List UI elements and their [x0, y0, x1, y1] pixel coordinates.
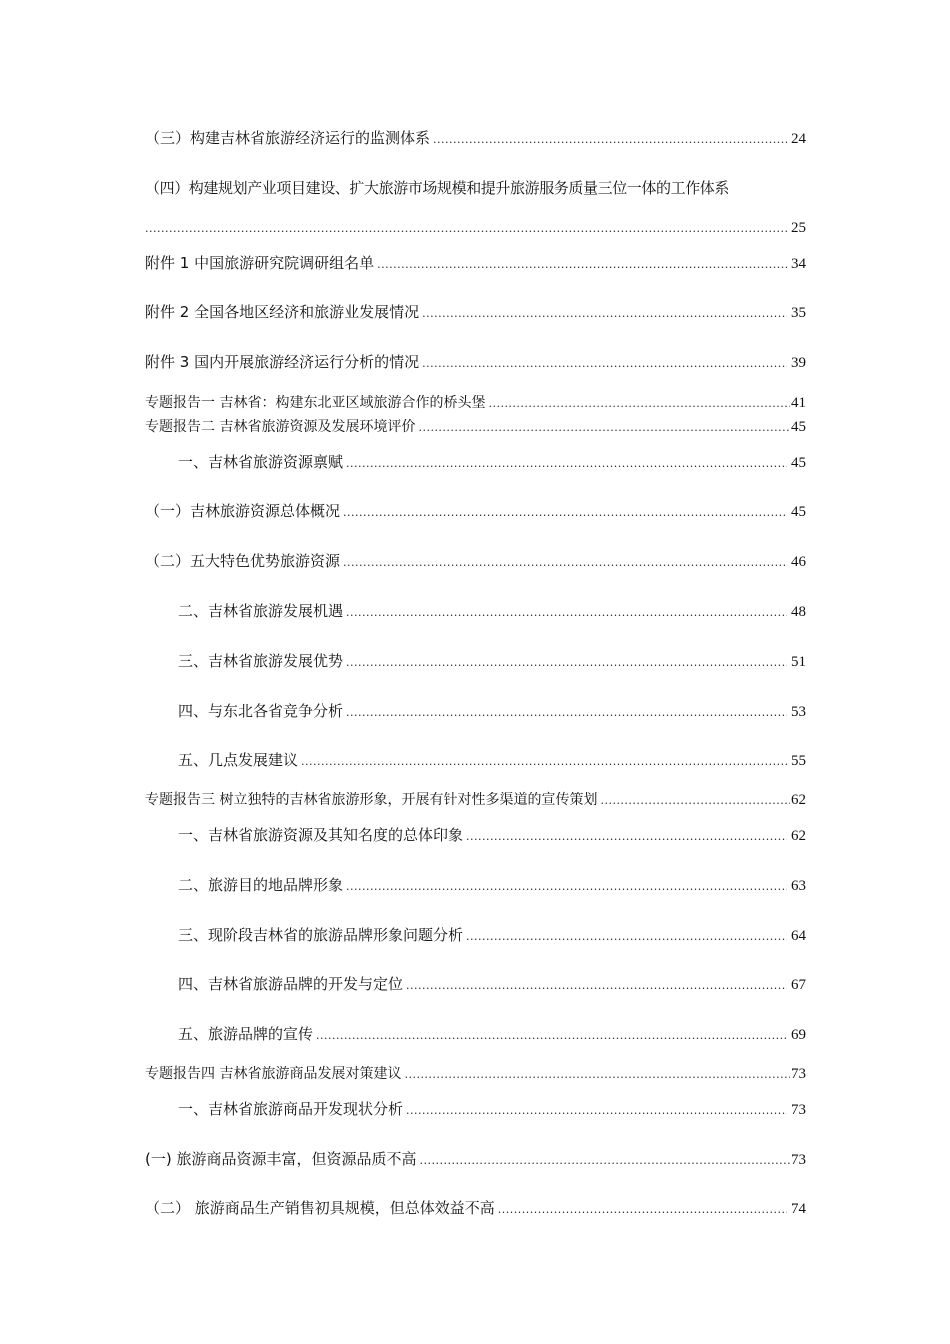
- toc-page-number: 34: [791, 256, 806, 272]
- toc-entry-title: 专题报告二 吉林省旅游资源及发展环境评价: [145, 419, 416, 435]
- toc-entry[interactable]: [145, 501, 806, 523]
- toc-entry[interactable]: [145, 352, 806, 374]
- toc-dot-leader: [433, 130, 787, 150]
- toc-entry[interactable]: [178, 701, 806, 723]
- toc-dot-leader: [316, 1026, 787, 1046]
- toc-page-number: 63: [791, 878, 806, 894]
- toc-entry[interactable]: [145, 393, 806, 414]
- toc-entry[interactable]: [178, 925, 806, 947]
- toc-page-number: 73: [791, 1066, 806, 1082]
- toc-entry-title: 附件 3 国内开展旅游经济运行分析的情况: [145, 353, 420, 371]
- toc-dot-leader: [418, 418, 790, 438]
- toc-entry-title: 五、旅游品牌的宣传: [178, 1025, 314, 1043]
- toc-page-number: 24: [791, 131, 806, 147]
- toc-page-number: 67: [791, 977, 806, 993]
- toc-entry[interactable]: [145, 1149, 806, 1171]
- toc-entry-title: 四、与东北各省竞争分析: [178, 702, 344, 720]
- toc-entry[interactable]: [178, 750, 806, 772]
- toc-dot-leader: [498, 1200, 787, 1220]
- toc-page-number: 48: [791, 604, 806, 620]
- toc-dot-leader: [404, 1065, 790, 1085]
- toc-page-number: 41: [791, 395, 806, 411]
- toc-dot-leader: [488, 394, 790, 414]
- toc-entry-title: 专题报告一 吉林省：构建东北亚区域旅游合作的桥头堡: [145, 395, 486, 411]
- toc-entry-title[interactable]: （四）构建规划产业项目建设、扩大旅游市场规模和提升旅游服务质量三位一体的工作体系: [145, 179, 730, 197]
- toc-dot-leader: [343, 553, 787, 573]
- toc-entry[interactable]: [178, 825, 806, 847]
- toc-page-number: 74: [791, 1201, 806, 1217]
- toc-entry-title: 四、吉林省旅游品牌的开发与定位: [178, 975, 404, 993]
- toc-page-number: 73: [791, 1152, 806, 1168]
- toc-page-number: 45: [791, 504, 806, 520]
- toc-dot-leader: [346, 603, 787, 623]
- toc-entry[interactable]: [178, 974, 806, 996]
- toc-entry[interactable]: [178, 452, 806, 474]
- toc-page-number: 62: [791, 792, 806, 808]
- toc-entry[interactable]: [145, 302, 806, 324]
- toc-dot-leader: [346, 653, 787, 673]
- toc-entry-title: 专题报告四 吉林省旅游商品发展对策建议: [145, 1066, 402, 1082]
- toc-dot-leader: [422, 354, 787, 374]
- toc-entry[interactable]: [145, 417, 806, 438]
- toc-entry[interactable]: [178, 1024, 806, 1046]
- toc-entry-title: 一、吉林省旅游商品开发现状分析: [178, 1100, 404, 1118]
- toc-entry-title: 五、几点发展建议: [178, 751, 299, 769]
- toc-page-number: 25: [791, 220, 806, 236]
- toc-entry[interactable]: [178, 1099, 806, 1121]
- toc-dot-leader: [301, 752, 787, 772]
- toc-page-number: 46: [791, 554, 806, 570]
- toc-dot-leader: [422, 304, 787, 324]
- toc-dot-leader: [343, 503, 787, 523]
- toc-dot-leader: [466, 927, 787, 947]
- toc-page-number: 39: [791, 355, 806, 371]
- toc-entry-title: 附件 1 中国旅游研究院调研组名单: [145, 254, 375, 272]
- toc-page-number: 62: [791, 828, 806, 844]
- toc-page-number: 45: [791, 419, 806, 435]
- toc-page-number: 45: [791, 455, 806, 471]
- toc-page-number: 55: [791, 753, 806, 769]
- toc-entry[interactable]: [178, 601, 806, 623]
- toc-page-number: 53: [791, 704, 806, 720]
- toc-entry[interactable]: [145, 253, 806, 275]
- toc-page-number: 64: [791, 928, 806, 944]
- toc-dot-leader: [377, 255, 787, 275]
- toc-entry-title: （三）构建吉林省旅游经济运行的监测体系: [145, 129, 431, 147]
- toc-entry[interactable]: [178, 875, 806, 897]
- toc-entry[interactable]: [178, 651, 806, 673]
- toc-dot-leader: [406, 976, 787, 996]
- toc-entry-title: （二） 旅游商品生产销售初具规模，但总体效益不高: [145, 1199, 495, 1217]
- toc-dot-leader: [145, 219, 787, 239]
- toc-entry-title: (一) 旅游商品资源丰富，但资源品质不高: [145, 1150, 417, 1168]
- toc-entry-title: 一、吉林省旅游资源禀赋: [178, 453, 344, 471]
- toc-dot-leader: [600, 791, 790, 811]
- toc-entry[interactable]: [145, 218, 806, 239]
- toc-entry[interactable]: [145, 1064, 806, 1085]
- toc-entry[interactable]: [145, 1198, 806, 1220]
- toc-page-number: 35: [791, 305, 806, 321]
- toc-page-number: 69: [791, 1027, 806, 1043]
- toc-entry-title: 三、吉林省旅游发展优势: [178, 652, 344, 670]
- toc-dot-leader: [406, 1101, 787, 1121]
- toc-entry[interactable]: [145, 790, 806, 811]
- toc-entry-title: 附件 2 全国各地区经济和旅游业发展情况: [145, 303, 420, 321]
- toc-dot-leader: [346, 703, 787, 723]
- toc-entry[interactable]: [145, 128, 806, 150]
- toc-dot-leader: [346, 877, 787, 897]
- toc-entry-title: 二、吉林省旅游发展机遇: [178, 602, 344, 620]
- toc-entry-title: （一）吉林旅游资源总体概况: [145, 502, 341, 520]
- toc-dot-leader: [466, 827, 787, 847]
- toc-dot-leader: [346, 454, 787, 474]
- toc-entry-title: 一、吉林省旅游资源及其知名度的总体印象: [178, 826, 464, 844]
- toc-entry-title: 三、现阶段吉林省的旅游品牌形象问题分析: [178, 926, 464, 944]
- toc-entry[interactable]: [145, 551, 806, 573]
- toc-page-number: 51: [791, 654, 806, 670]
- toc-entry-title: 专题报告三 树立独特的吉林省旅游形象，开展有针对性多渠道的宣传策划: [145, 792, 598, 808]
- toc-entry-title: （二）五大特色优势旅游资源: [145, 552, 341, 570]
- toc-dot-leader: [419, 1151, 790, 1171]
- toc-page-number: 73: [791, 1102, 806, 1118]
- toc-entry-title: 二、旅游目的地品牌形象: [178, 876, 344, 894]
